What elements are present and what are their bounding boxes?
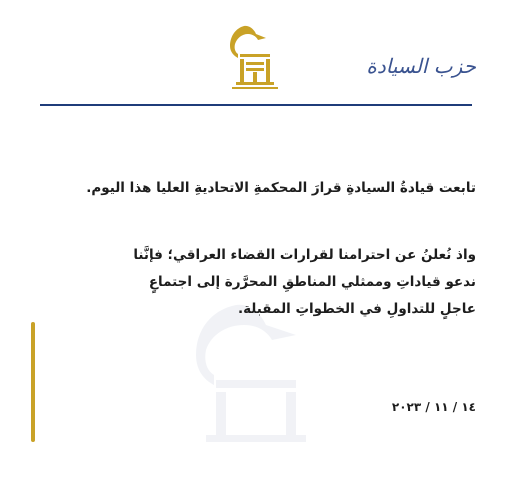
- gold-side-bar: [31, 322, 35, 442]
- eagle-emblem-icon: [226, 24, 284, 90]
- paragraph-1: تابعت قيادةُ السيادةِ قرارَ المحكمةِ الاتحاديةِ العليا هذا اليوم.: [86, 180, 476, 196]
- paragraph-2-line-1: واذ نُعلنُ عن احترامنا لقرارات القضاء العراقي؛ فإنَّنا: [133, 247, 476, 263]
- paragraph-2-line-2: ندعو قياداتِ وممثلي المناطقِ المحرَّرة إلى اجتماعٍ: [148, 274, 476, 290]
- paragraph-2-line-3: عاجلٍ للتداولِ في الخطواتِ المقبلة.: [237, 301, 476, 317]
- statement-date: ١٤ / ١١ / ٢٠٢٣: [391, 400, 476, 414]
- header-divider: [40, 104, 472, 106]
- paragraph-2: [40, 242, 476, 323]
- party-name-logo: حزب السيادة: [366, 54, 476, 78]
